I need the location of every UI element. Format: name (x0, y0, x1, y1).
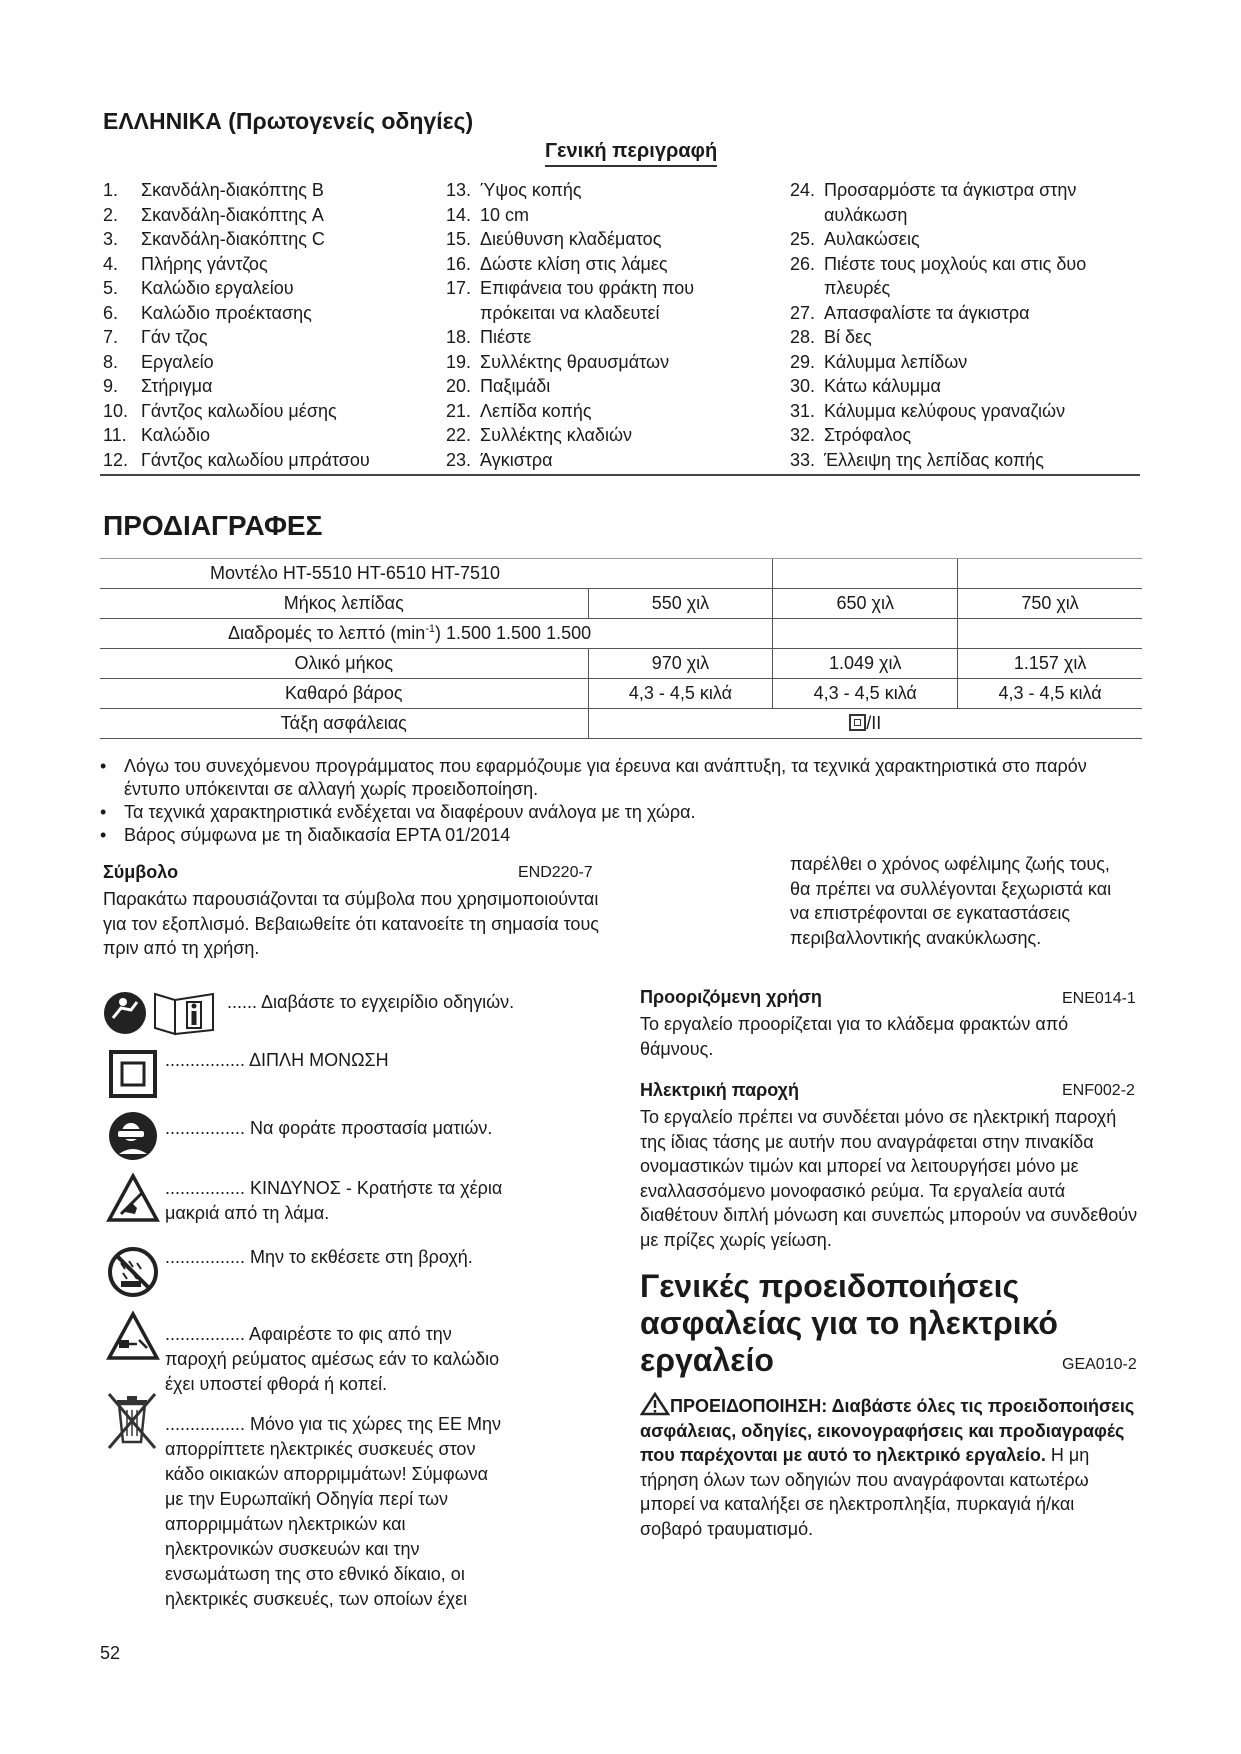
language-title: ΕΛΛΗΝΙΚΑ (Πρωτογενείς οδηγίες) (103, 108, 474, 134)
no-rain-icon (103, 1245, 161, 1299)
parts-column-2 (446, 178, 776, 472)
list-item: 27. Απασφαλίστε τα άγκιστρα (790, 302, 1030, 323)
spec-value: 1.049 χιλ (773, 649, 958, 679)
power-supply-title: Ηλεκτρική παροχή (640, 1080, 799, 1100)
symbols-code: END220-7 (518, 864, 593, 881)
list-item: 13. Ύψος κοπής (446, 180, 582, 200)
list-item: 6. Καλώδιο προέκτασης (103, 302, 312, 323)
list-item: 3. Σκανδάλη-διακόπτης C (103, 229, 325, 249)
symbols-title: Σύμβολο (103, 862, 179, 882)
list-item: • Λόγω του συνεχόμενου προγράμματος που εφαρμόζουμε για έρευνα και ανάπτυξη, τα τεχνικά χαρακτηριστικά στο παρόν έντυπο υπόκεινται σε αλλαγή χωρίς προειδοποίηση. (100, 756, 1087, 799)
list-item: 8. Εργαλείο (103, 351, 214, 372)
symbols-intro: Παρακάτω παρουσιάζονται τα σύμβολα που χρησιμοποιούνται για τον εξοπλισμό. Βεβαιωθείτε ότι κατανοείτε τη σημασία τους πριν από τη χρήση. (103, 889, 599, 958)
list-item: 18. Πιέστε (446, 327, 532, 347)
list-item: • Τα τεχνικά χαρακτηριστικά ενδέχεται να διαφέρουν ανάλογα με τη χώρα. (100, 802, 696, 822)
spec-value: 1.157 χιλ (958, 649, 1142, 679)
spec-value: 4,3 - 4,5 κιλά (958, 679, 1142, 709)
list-item: 4. Πλήρης γάντζος (103, 253, 268, 274)
spec-notes (100, 755, 1140, 847)
symbol-weee: ................ Μόνο για τις χώρες της ΕΕ Μην απορρίπτετε ηλεκτρικές συσκευές στον κάδο οικιακών απορριμμάτων! Σύμφωνα με την Ευρωπαϊκή Οδηγία περί των απορριμμάτων ηλεκτρικών και ηλεκτρονικών συσκευών και την ενσωμάτωση της στο εθνικό δίκαιο, οι ηλεκτρικές συσκευές, των οποίων έχει (103, 1390, 510, 1612)
read-manual-icon (103, 988, 223, 1038)
list-item: 5. Καλώδιο εργαλείου (103, 278, 294, 298)
spec-value: 4,3 - 4,5 κιλά (773, 679, 958, 709)
specifications-title: ΠΡΟΔΙΑΓΡΑΦΕΣ (103, 510, 323, 541)
list-item: 1. Σκανδάλη-διακόπτης B (103, 180, 324, 200)
list-item: 30. Κάτω κάλυμμα (790, 376, 941, 396)
strokes-row: Διαδρομές το λεπτό $(\min^{-1})$ 1.500 1.500 1.500 (100, 619, 773, 649)
list-item: 33. Έλλειψη της λεπίδας κοπής (790, 449, 1044, 470)
list-item: 23. Άγκιστρα (446, 449, 553, 470)
general-description-title: Γενική περιγραφή (545, 140, 717, 167)
intended-use-text: Το εργαλείο προορίζεται για το κλάδεμα φρακτών από θάμνους. (640, 1014, 1069, 1059)
list-item: 21. Λεπίδα κοπής (446, 400, 592, 421)
table-row (100, 649, 1142, 679)
warning-icon (640, 1392, 670, 1416)
list-item: 10. Γάντζος καλωδίου μέσης (103, 400, 337, 421)
list-item: 28. Βί δες (790, 327, 872, 347)
spec-label: Μήκος λεπίδας (100, 589, 588, 619)
list-item: 29. Κάλυμμα λεπίδων (790, 351, 968, 372)
list-item: 7. Γάν τζος (103, 327, 208, 347)
spec-value: 750 χιλ (958, 589, 1142, 619)
list-item: 14. 10 cm (446, 204, 530, 225)
symbol-eye-protection: ................ Να φοράτε προστασία ματιών. (103, 1110, 492, 1162)
parts-column-1 (103, 178, 433, 472)
spec-label: Καθαρό βάρος (100, 679, 588, 709)
list-item: 12. Γάντζος καλωδίου μπράτσου (103, 449, 370, 470)
general-warnings-code: GEA010-2 (1062, 1356, 1137, 1373)
model-row: Μοντέλο HT-5510 HT-6510 HT-7510 (100, 559, 773, 589)
list-item: αυλάκωση (824, 204, 908, 225)
page-number: 52 (100, 1643, 121, 1663)
list-item: 15. Διεύθυνση κλαδέματος (446, 229, 662, 249)
symbol-unplug: ................ Αφαιρέστε το φις από την παροχή ρεύματος αμέσως εάν το καλώδιο έχει υποστεί φθορά ή κοπεί. (103, 1310, 510, 1397)
spec-label: Ολικό μήκος (100, 649, 588, 679)
power-supply-code: ENF002-2 (1062, 1082, 1135, 1099)
general-warnings-title: Γενικές προειδοποιήσεις ασφαλείας για το ηλεκτρικό εργαλείο (640, 1268, 1058, 1378)
list-item: 32. Στρόφαλος (790, 425, 912, 445)
specifications-table (100, 558, 1142, 739)
spec-value: 970 χιλ (588, 649, 773, 679)
crossed-bin-icon (103, 1390, 161, 1450)
list-item: 16. Δώστε κλίση στις λάμες (446, 253, 668, 274)
table-row (100, 589, 1142, 619)
spec-value: 4,3 - 4,5 κιλά (588, 679, 773, 709)
parts-column-3 (790, 178, 1140, 472)
symbol-no-rain: ................ Μην το εκθέσετε στη βροχή. (103, 1245, 473, 1299)
double-insulation-icon (103, 1048, 161, 1100)
intended-use-title: Προοριζόμενη χρήση (640, 987, 822, 1007)
power-supply-text: Το εργαλείο πρέπει να συνδέεται μόνο σε ηλεκτρική παροχή της ίδιας τάσης με αυτήν που αναγράφεται στην πινακίδα ονομαστικών τιμών και μπορεί να λειτουργήσει μόνο με εναλλασσόμενο μονοφασικό ρεύμα. Τα εργαλεία αυτά διαθέτουν διπλή μόνωση και συνεπώς μπορούν να συνδεθούν με πρίζες χωρίς γείωση. (640, 1107, 1138, 1250)
list-item: πλευρές (824, 278, 891, 298)
safety-class-value: /II (588, 709, 1142, 739)
symbol-read-manual: ...... Διαβάστε το εγχειρίδιο οδηγιών. (103, 988, 514, 1038)
symbols-continued-text: παρέλθει ο χρόνος ωφέλιμης ζωής τους, θα πρέπει να συλλέγονται ξεχωριστά και να επιστρέφονται σε εγκαταστάσεις περιβαλλοντικής ανακύκλωσης. (790, 854, 1112, 948)
list-item: 17. Επιφάνεια του φράκτη που (446, 278, 695, 298)
symbol-danger-hands: ................ ΚΙΝΔΥΝΟΣ - Κρατήστε τα χέρια μακριά από τη λάμα. (103, 1172, 510, 1226)
spec-label: Τάξη ασφάλειας (100, 709, 588, 739)
table-row (100, 559, 1142, 589)
section-divider (100, 474, 1140, 476)
list-item: 19. Συλλέκτης θραυσμάτων (446, 351, 670, 372)
list-item: 24. Προσαρμόστε τα άγκιστρα στην (790, 180, 1077, 200)
list-item: • Βάρος σύμφωνα με τη διαδικασία EPTA 01/2014 (100, 825, 511, 845)
list-item: 26. Πιέστε τους μοχλούς και στις δυο (790, 253, 1087, 274)
list-item: 25. Αυλακώσεις (790, 229, 920, 249)
double-insulation-icon (849, 714, 866, 731)
table-row (100, 709, 1142, 739)
spec-value: 650 χιλ (773, 589, 958, 619)
list-item: 9. Στήριγμα (103, 376, 213, 396)
table-row (100, 619, 1142, 649)
list-item: 22. Συλλέκτης κλαδιών (446, 425, 632, 445)
spec-value: 550 χιλ (588, 589, 773, 619)
symbol-double-insulation: ................ ΔΙΠΛΗ ΜΟΝΩΣΗ (103, 1048, 389, 1100)
eye-protection-icon (103, 1110, 161, 1162)
list-item: 2. Σκανδάλη-διακόπτης A (103, 204, 324, 225)
intended-use-code: ENE014-1 (1062, 990, 1136, 1007)
list-item: 31. Κάλυμμα κελύφους γραναζιών (790, 400, 1066, 421)
list-item: πρόκειται να κλαδευτεί (480, 302, 660, 323)
unplug-icon (103, 1310, 161, 1364)
list-item: 20. Παξιμάδι (446, 376, 551, 396)
danger-hands-icon (103, 1172, 161, 1226)
table-row (100, 679, 1142, 709)
list-item: 11. Καλώδιο (103, 425, 211, 445)
general-warning-paragraph: ΠΡΟΕΙΔΟΠΟΙΗΣΗ: Διαβάστε όλες τις προειδοποιήσεις ασφάλειας, οδηγίες, εικονογραφήσεις και προδιαγραφές που παρέχονται με αυτό το ηλεκτρικό εργαλείο. Η μη τήρηση όλων των οδηγιών που αναγράφονται κατωτέρω μπορεί να καταλήξει σε ηλεκτροπληξία, πυρκαγιά ή/και σοβαρό τραυματισμό. (640, 1392, 1140, 1541)
